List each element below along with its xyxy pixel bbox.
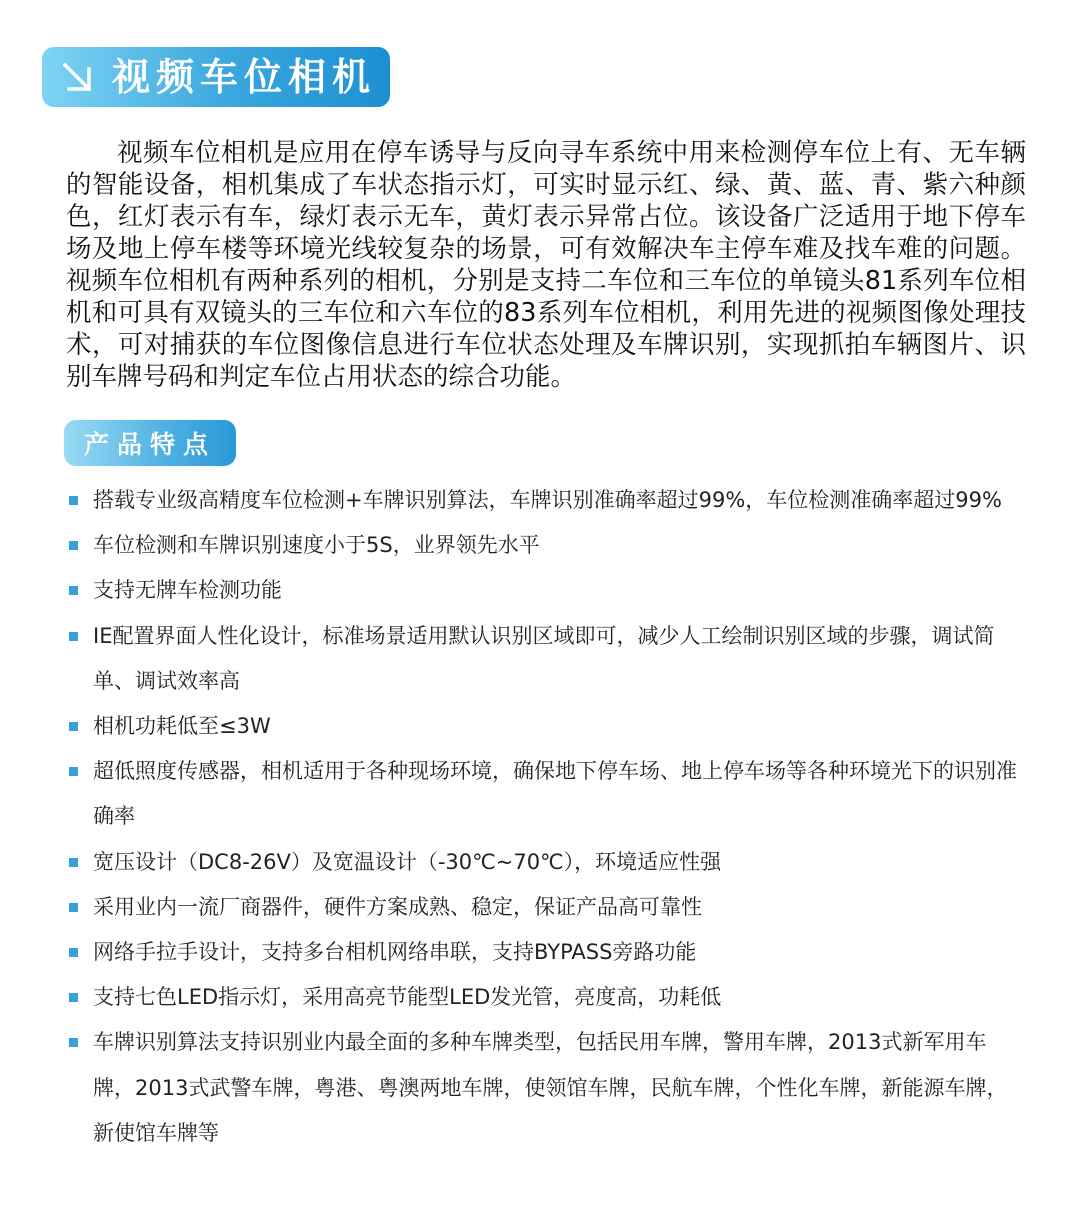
square-bullet-icon bbox=[69, 948, 78, 957]
section-title-banner bbox=[42, 47, 390, 107]
feature-item bbox=[66, 885, 1026, 930]
feature-list bbox=[66, 478, 1026, 1156]
feature-item bbox=[66, 614, 1026, 704]
features-heading-badge bbox=[64, 420, 236, 466]
arrow-down-right-icon bbox=[58, 58, 96, 96]
feature-text: 支持无牌车检测功能 bbox=[93, 578, 282, 603]
feature-text: 支持七色LED指示灯，采用高亮节能型LED发光管，亮度高，功耗低 bbox=[93, 985, 722, 1010]
feature-item bbox=[66, 1020, 1026, 1156]
feature-item bbox=[66, 704, 1026, 749]
feature-item bbox=[66, 749, 1026, 839]
square-bullet-icon bbox=[69, 586, 78, 595]
feature-text: 宽压设计（DC8-26V）及宽温设计（-30℃~70℃），环境适应性强 bbox=[93, 849, 722, 874]
section-title: 视频车位相机 bbox=[112, 55, 377, 99]
square-bullet-icon bbox=[69, 722, 78, 731]
feature-text: 车位检测和车牌识别速度小于5S，业界领先水平 bbox=[93, 533, 540, 558]
feature-text: 超低照度传感器，相机适用于各种现场环境，确保地下停车场、地上停车场等各种环境光下的识别准确率 bbox=[93, 759, 1017, 829]
features-heading: 产品特点 bbox=[83, 430, 216, 459]
feature-item bbox=[66, 478, 1026, 523]
feature-text: 车牌识别算法支持识别业内最全面的多种车牌类型，包括民用车牌，警用车牌，2013式新军用车牌，2013式武警车牌，粤港、粤澳两地车牌，使领馆车牌，民航车牌，个性化车牌，新能源车牌，新使馆车牌等 bbox=[93, 1030, 1008, 1145]
feature-item bbox=[66, 568, 1026, 613]
feature-item bbox=[66, 840, 1026, 885]
intro-paragraph: 视频车位相机是应用在停车诱导与反向寻车系统中用来检测停车位上有、无车辆的智能设备，相机集成了车状态指示灯，可实时显示红、绿、黄、蓝、青、紫六种颜色，红灯表示有车，绿灯表示无车，黄灯表示异常占位。该设备广泛适用于地下停车场及地上停车楼等环境光线较复杂的场景，可有效解决车主停车难及找车难的问题。视频车位相机有两种系列的相机，分别是支持二车位和三车位的单镜头81系列车位相机和可具有双镜头的三车位和六车位的83系列车位相机，利用先进的视频图像处理技术，可对捕获的车位图像信息进行车位状态处理及车牌识别，实现抓拍车辆图片、识别车牌号码和判定车位占用状态的综合功能。 bbox=[66, 138, 1026, 392]
feature-text: 网络手拉手设计，支持多台相机网络串联，支持BYPASS旁路功能 bbox=[93, 940, 697, 965]
feature-text: 搭载专业级高精度车位检测+车牌识别算法，车牌识别准确率超过99%，车位检测准确率超过99% bbox=[93, 488, 1002, 512]
feature-text: IE配置界面人性化设计，标准场景适用默认识别区域即可，减少人工绘制识别区域的步骤，调试简单、调试效率高 bbox=[93, 623, 995, 693]
square-bullet-icon bbox=[69, 1038, 78, 1047]
square-bullet-icon bbox=[69, 541, 78, 550]
square-bullet-icon bbox=[69, 632, 78, 641]
square-bullet-icon bbox=[69, 496, 78, 505]
square-bullet-icon bbox=[69, 767, 78, 776]
square-bullet-icon bbox=[69, 903, 78, 912]
square-bullet-icon bbox=[69, 993, 78, 1002]
feature-text: 相机功耗低至≤3W bbox=[93, 714, 271, 739]
feature-item bbox=[66, 930, 1026, 975]
square-bullet-icon bbox=[69, 858, 78, 867]
feature-text: 采用业内一流厂商器件，硬件方案成熟、稳定，保证产品高可靠性 bbox=[93, 894, 702, 919]
feature-item bbox=[66, 975, 1026, 1020]
feature-item bbox=[66, 523, 1026, 568]
